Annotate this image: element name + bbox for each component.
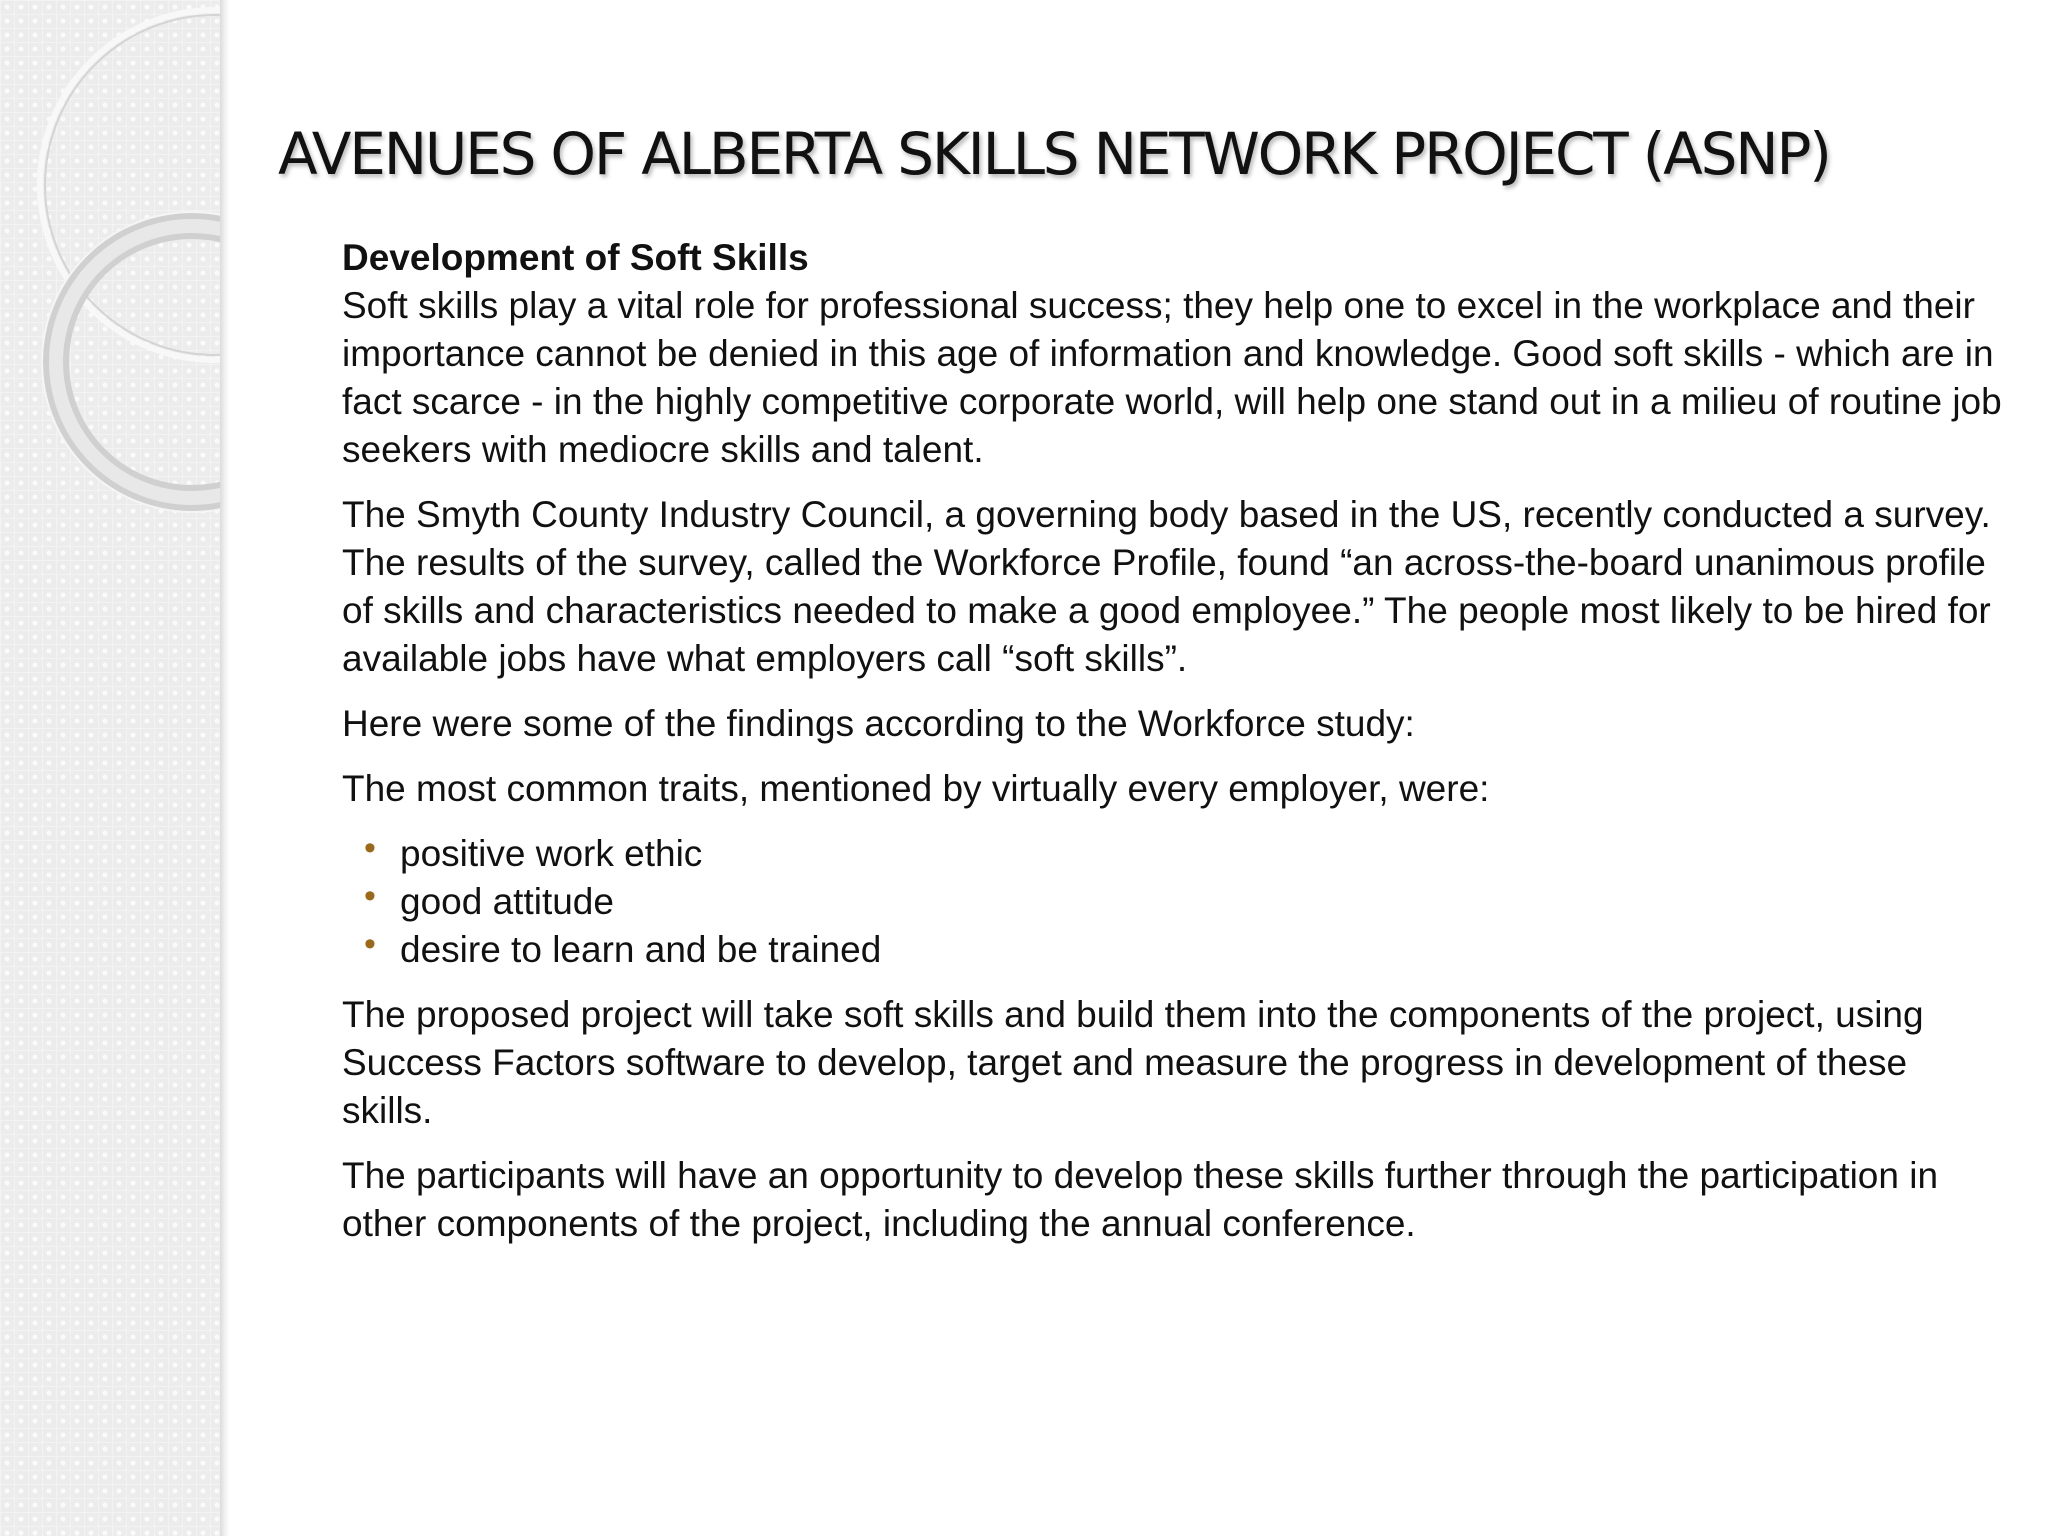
bullet-icon: • [364, 877, 376, 915]
list-item-text: desire to learn and be trained [400, 929, 882, 970]
decorative-side-band [0, 0, 228, 1536]
paragraph-intro: Soft skills play a vital role for professional success; they help one to excel in the workplace and their importance cannot be denied in this age of information and knowledge. Good soft skills - which are in fact scarce - in the highly competitive corporate world, will help one stand out in a milieu of routine job seekers with mediocre skills and talent. [342, 285, 2002, 470]
decorative-rings-icon [0, 0, 228, 520]
slide-body [342, 234, 2002, 1265]
section-heading: Development of Soft Skills [342, 237, 809, 278]
traits-list [342, 830, 2002, 974]
list-item [342, 926, 2002, 974]
list-item-text: positive work ethic [400, 833, 703, 874]
paragraph-proposal: The proposed project will take soft skills and build them into the components of the project, using Success Factors software to develop, target and measure the progress in development of these skills. [342, 994, 1924, 1131]
slide-title: AVENUES OF ALBERTA SKILLS NETWORK PROJECT (ASNP) [278, 120, 1830, 188]
paragraph-traits-intro: The most common traits, mentioned by virtually every employer, were: [342, 768, 1490, 809]
bullet-icon: • [364, 829, 376, 867]
paragraph-findings: Here were some of the findings according to the Workforce study: [342, 703, 1415, 744]
list-item [342, 878, 2002, 926]
list-item-text: good attitude [400, 881, 614, 922]
paragraph-participants: The participants will have an opportunity to develop these skills further through the participation in other components of the project, including the annual conference. [342, 1155, 1939, 1244]
paragraph-survey: The Smyth County Industry Council, a governing body based in the US, recently conducted a survey. The results of the survey, called the Workforce Profile, found “an across-the-board unanimous profile of skills and characteristics needed to make a good employee.” The people most likely to be hired for available jobs have what employers call “soft skills”. [342, 494, 1991, 679]
side-band-edge [220, 0, 230, 1536]
bullet-icon: • [364, 925, 376, 963]
list-item [342, 830, 2002, 878]
